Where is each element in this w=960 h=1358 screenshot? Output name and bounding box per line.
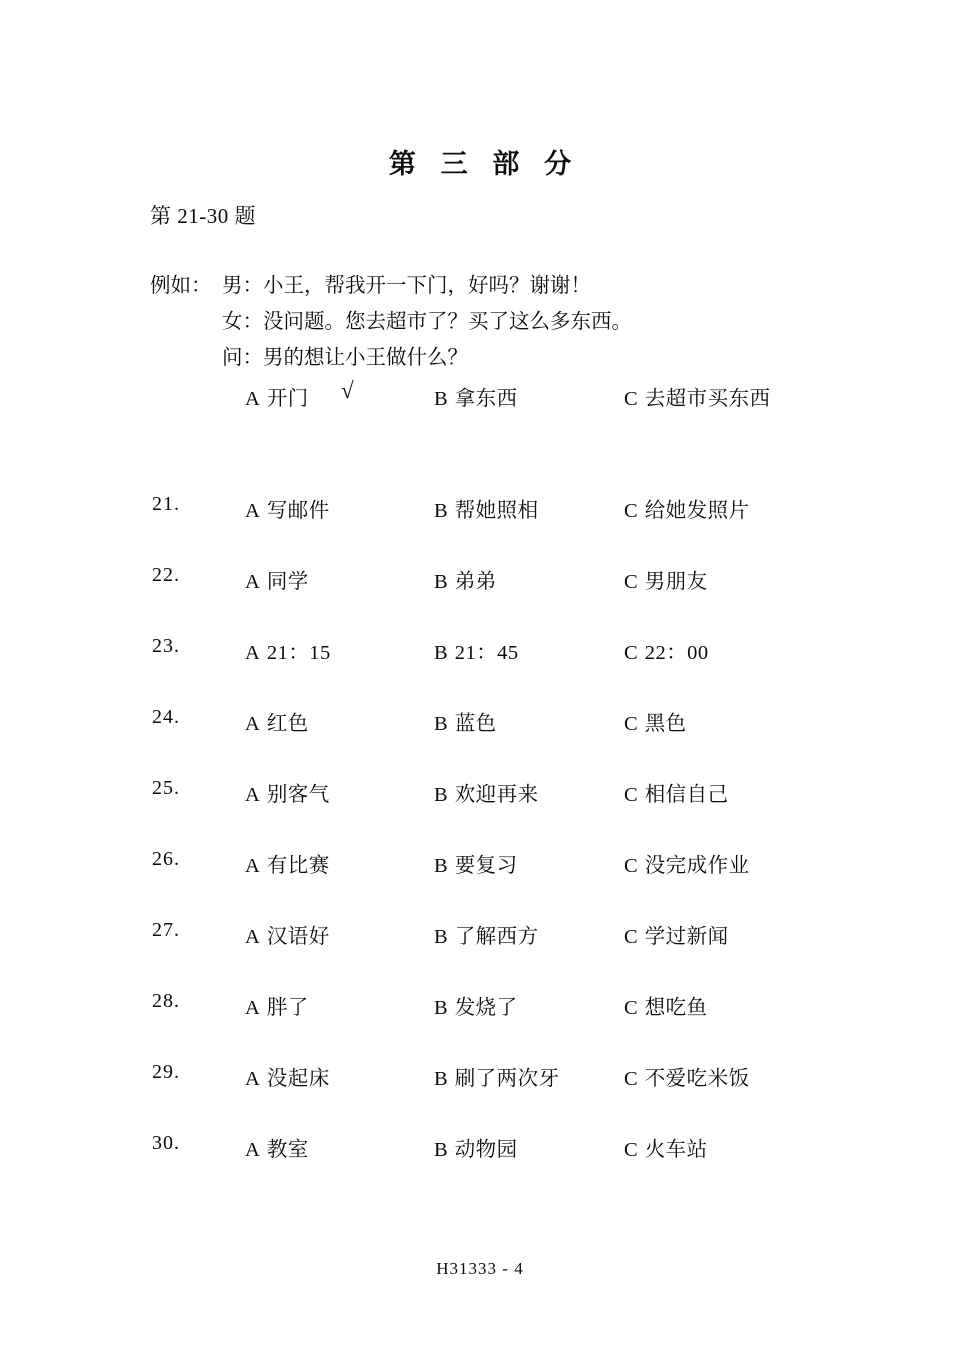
- question-number: 29.: [152, 1061, 180, 1083]
- option-letter-a: A: [245, 500, 260, 522]
- option-letter-a: A: [245, 926, 260, 948]
- option-text-c: 不爱吃米饭: [644, 1068, 750, 1090]
- question-option-c[interactable]: [624, 564, 708, 594]
- option-text-c: 去超市买东西: [644, 388, 771, 410]
- example-question-text: 男的想让小王做什么？: [263, 347, 468, 369]
- question-number: 21.: [152, 493, 180, 515]
- option-letter-c: C: [624, 855, 638, 877]
- question-row: [0, 1061, 960, 1132]
- question-option-b[interactable]: [434, 848, 518, 878]
- example-line-male: [150, 268, 870, 304]
- option-text-c: 黑色: [644, 713, 687, 735]
- option-letter-a: A: [245, 388, 260, 410]
- question-row: [0, 990, 960, 1061]
- example-speaker-female: [222, 304, 632, 334]
- question-option-c[interactable]: [624, 1132, 708, 1162]
- question-row: [0, 706, 960, 777]
- option-letter-b: B: [434, 713, 448, 735]
- option-text-b: 欢迎再来: [454, 784, 539, 806]
- option-letter-c: C: [624, 713, 638, 735]
- page-title: 第 三 部 分: [388, 149, 581, 179]
- option-text-c: 男朋友: [644, 571, 708, 593]
- question-option-a[interactable]: [245, 706, 309, 736]
- question-option-b[interactable]: [434, 493, 539, 523]
- option-text-a: 开门: [266, 388, 309, 410]
- option-letter-c: C: [624, 784, 638, 806]
- option-text-b: 要复习: [454, 855, 518, 877]
- question-option-c[interactable]: [624, 777, 729, 807]
- question-option-c[interactable]: [624, 990, 708, 1020]
- example-option-c[interactable]: [624, 381, 771, 411]
- option-text-c: 没完成作业: [644, 855, 750, 877]
- example-block: [150, 268, 870, 376]
- option-text-b: 刷了两次牙: [454, 1068, 560, 1090]
- option-text-b: 21：45: [454, 642, 519, 664]
- option-letter-b: B: [434, 1068, 448, 1090]
- option-letter-a: A: [245, 571, 260, 593]
- example-speaker-male-text: 小王，帮我开一下门，好吗？谢谢！: [263, 275, 591, 297]
- option-text-b: 弟弟: [454, 571, 497, 593]
- option-text-b: 动物园: [454, 1139, 518, 1161]
- option-letter-a: A: [245, 997, 260, 1019]
- question-option-b[interactable]: [434, 706, 497, 736]
- example-line-question: [150, 340, 870, 376]
- option-letter-a: A: [245, 1139, 260, 1161]
- question-option-a[interactable]: [245, 919, 330, 949]
- option-letter-c: C: [624, 997, 638, 1019]
- option-text-a: 别客气: [266, 784, 330, 806]
- question-number: 30.: [152, 1132, 180, 1154]
- option-letter-c: C: [624, 571, 638, 593]
- question-option-b[interactable]: [434, 919, 539, 949]
- option-text-c: 22：00: [644, 642, 709, 664]
- checkmark-icon: √: [341, 378, 354, 403]
- question-option-a[interactable]: [245, 990, 309, 1020]
- option-letter-b: B: [434, 642, 448, 664]
- example-option-a[interactable]: [245, 381, 309, 411]
- option-text-a: 没起床: [266, 1068, 330, 1090]
- option-text-b: 了解西方: [454, 926, 539, 948]
- option-letter-b: B: [434, 500, 448, 522]
- option-text-a: 教室: [266, 1139, 309, 1161]
- page-footer: H31333 - 4: [436, 1259, 524, 1278]
- option-text-a: 21：15: [266, 642, 331, 664]
- option-letter-a: A: [245, 855, 260, 877]
- question-row: [0, 493, 960, 564]
- option-letter-c: C: [624, 500, 638, 522]
- option-letter-b: B: [434, 388, 448, 410]
- question-option-c[interactable]: [624, 1061, 750, 1091]
- question-option-c[interactable]: [624, 848, 750, 878]
- question-row: [0, 1132, 960, 1203]
- question-number: 26.: [152, 848, 180, 870]
- example-speaker-female-text: 没问题。您去超市了？买了这么多东西。: [263, 311, 632, 333]
- option-letter-b: B: [434, 855, 448, 877]
- option-letter-a: A: [245, 1068, 260, 1090]
- question-number: 23.: [152, 635, 180, 657]
- option-letter-b: B: [434, 784, 448, 806]
- question-option-c[interactable]: [624, 493, 750, 523]
- option-text-b: 帮她照相: [454, 500, 539, 522]
- question-row: [0, 635, 960, 706]
- example-speaker-male: [222, 268, 591, 298]
- question-option-b[interactable]: [434, 635, 519, 665]
- example-options-row: [0, 378, 960, 413]
- question-list: [0, 493, 960, 1203]
- option-letter-a: A: [245, 642, 260, 664]
- option-letter-c: C: [624, 1139, 638, 1161]
- option-letter-c: C: [624, 388, 638, 410]
- option-letter-c: C: [624, 642, 638, 664]
- option-text-b: 蓝色: [454, 713, 497, 735]
- example-speaker-female-tag: 女：: [222, 311, 263, 333]
- option-text-c: 火车站: [644, 1139, 708, 1161]
- option-text-c: 相信自己: [644, 784, 729, 806]
- question-option-b[interactable]: [434, 564, 497, 594]
- question-option-b[interactable]: [434, 990, 518, 1020]
- option-letter-b: B: [434, 997, 448, 1019]
- question-option-c[interactable]: [624, 706, 687, 736]
- option-text-c: 想吃鱼: [644, 997, 708, 1019]
- question-row: [0, 777, 960, 848]
- question-option-a[interactable]: [245, 1061, 330, 1091]
- question-number: 28.: [152, 990, 180, 1012]
- option-text-a: 写邮件: [266, 500, 330, 522]
- question-option-a[interactable]: [245, 635, 331, 665]
- question-option-c[interactable]: [624, 919, 729, 949]
- option-text-a: 同学: [266, 571, 309, 593]
- question-option-a[interactable]: [245, 848, 330, 878]
- question-option-c[interactable]: [624, 635, 709, 665]
- example-speaker-male-tag: 男：: [222, 275, 263, 297]
- question-number: 24.: [152, 706, 180, 728]
- option-text-b: 拿东西: [454, 388, 518, 410]
- question-option-a[interactable]: [245, 564, 309, 594]
- option-text-c: 学过新闻: [644, 926, 729, 948]
- option-text-c: 给她发照片: [644, 500, 750, 522]
- option-text-a: 有比赛: [266, 855, 330, 877]
- option-letter-a: A: [245, 713, 260, 735]
- question-range-label: 第 21-30 题: [150, 204, 256, 228]
- example-line-female: [150, 304, 870, 340]
- question-option-a[interactable]: [245, 777, 330, 807]
- question-option-b[interactable]: [434, 1132, 518, 1162]
- example-question-tag: 问：: [222, 347, 263, 369]
- option-text-b: 发烧了: [454, 997, 518, 1019]
- option-text-a: 胖了: [266, 997, 309, 1019]
- example-question: [222, 340, 468, 370]
- question-number: 22.: [152, 564, 180, 586]
- question-option-a[interactable]: [245, 493, 330, 523]
- option-text-a: 汉语好: [266, 926, 330, 948]
- question-number: 27.: [152, 919, 180, 941]
- question-option-b[interactable]: [434, 777, 539, 807]
- option-letter-b: B: [434, 571, 448, 593]
- option-letter-a: A: [245, 784, 260, 806]
- example-option-b[interactable]: [434, 381, 518, 411]
- question-row: [0, 919, 960, 990]
- question-number: 25.: [152, 777, 180, 799]
- option-letter-c: C: [624, 926, 638, 948]
- question-row: [0, 564, 960, 635]
- option-text-a: 红色: [266, 713, 309, 735]
- example-label: 例如：: [150, 275, 212, 297]
- option-letter-b: B: [434, 926, 448, 948]
- question-row: [0, 848, 960, 919]
- question-option-a[interactable]: [245, 1132, 309, 1162]
- option-letter-b: B: [434, 1139, 448, 1161]
- question-option-b[interactable]: [434, 1061, 560, 1091]
- option-letter-c: C: [624, 1068, 638, 1090]
